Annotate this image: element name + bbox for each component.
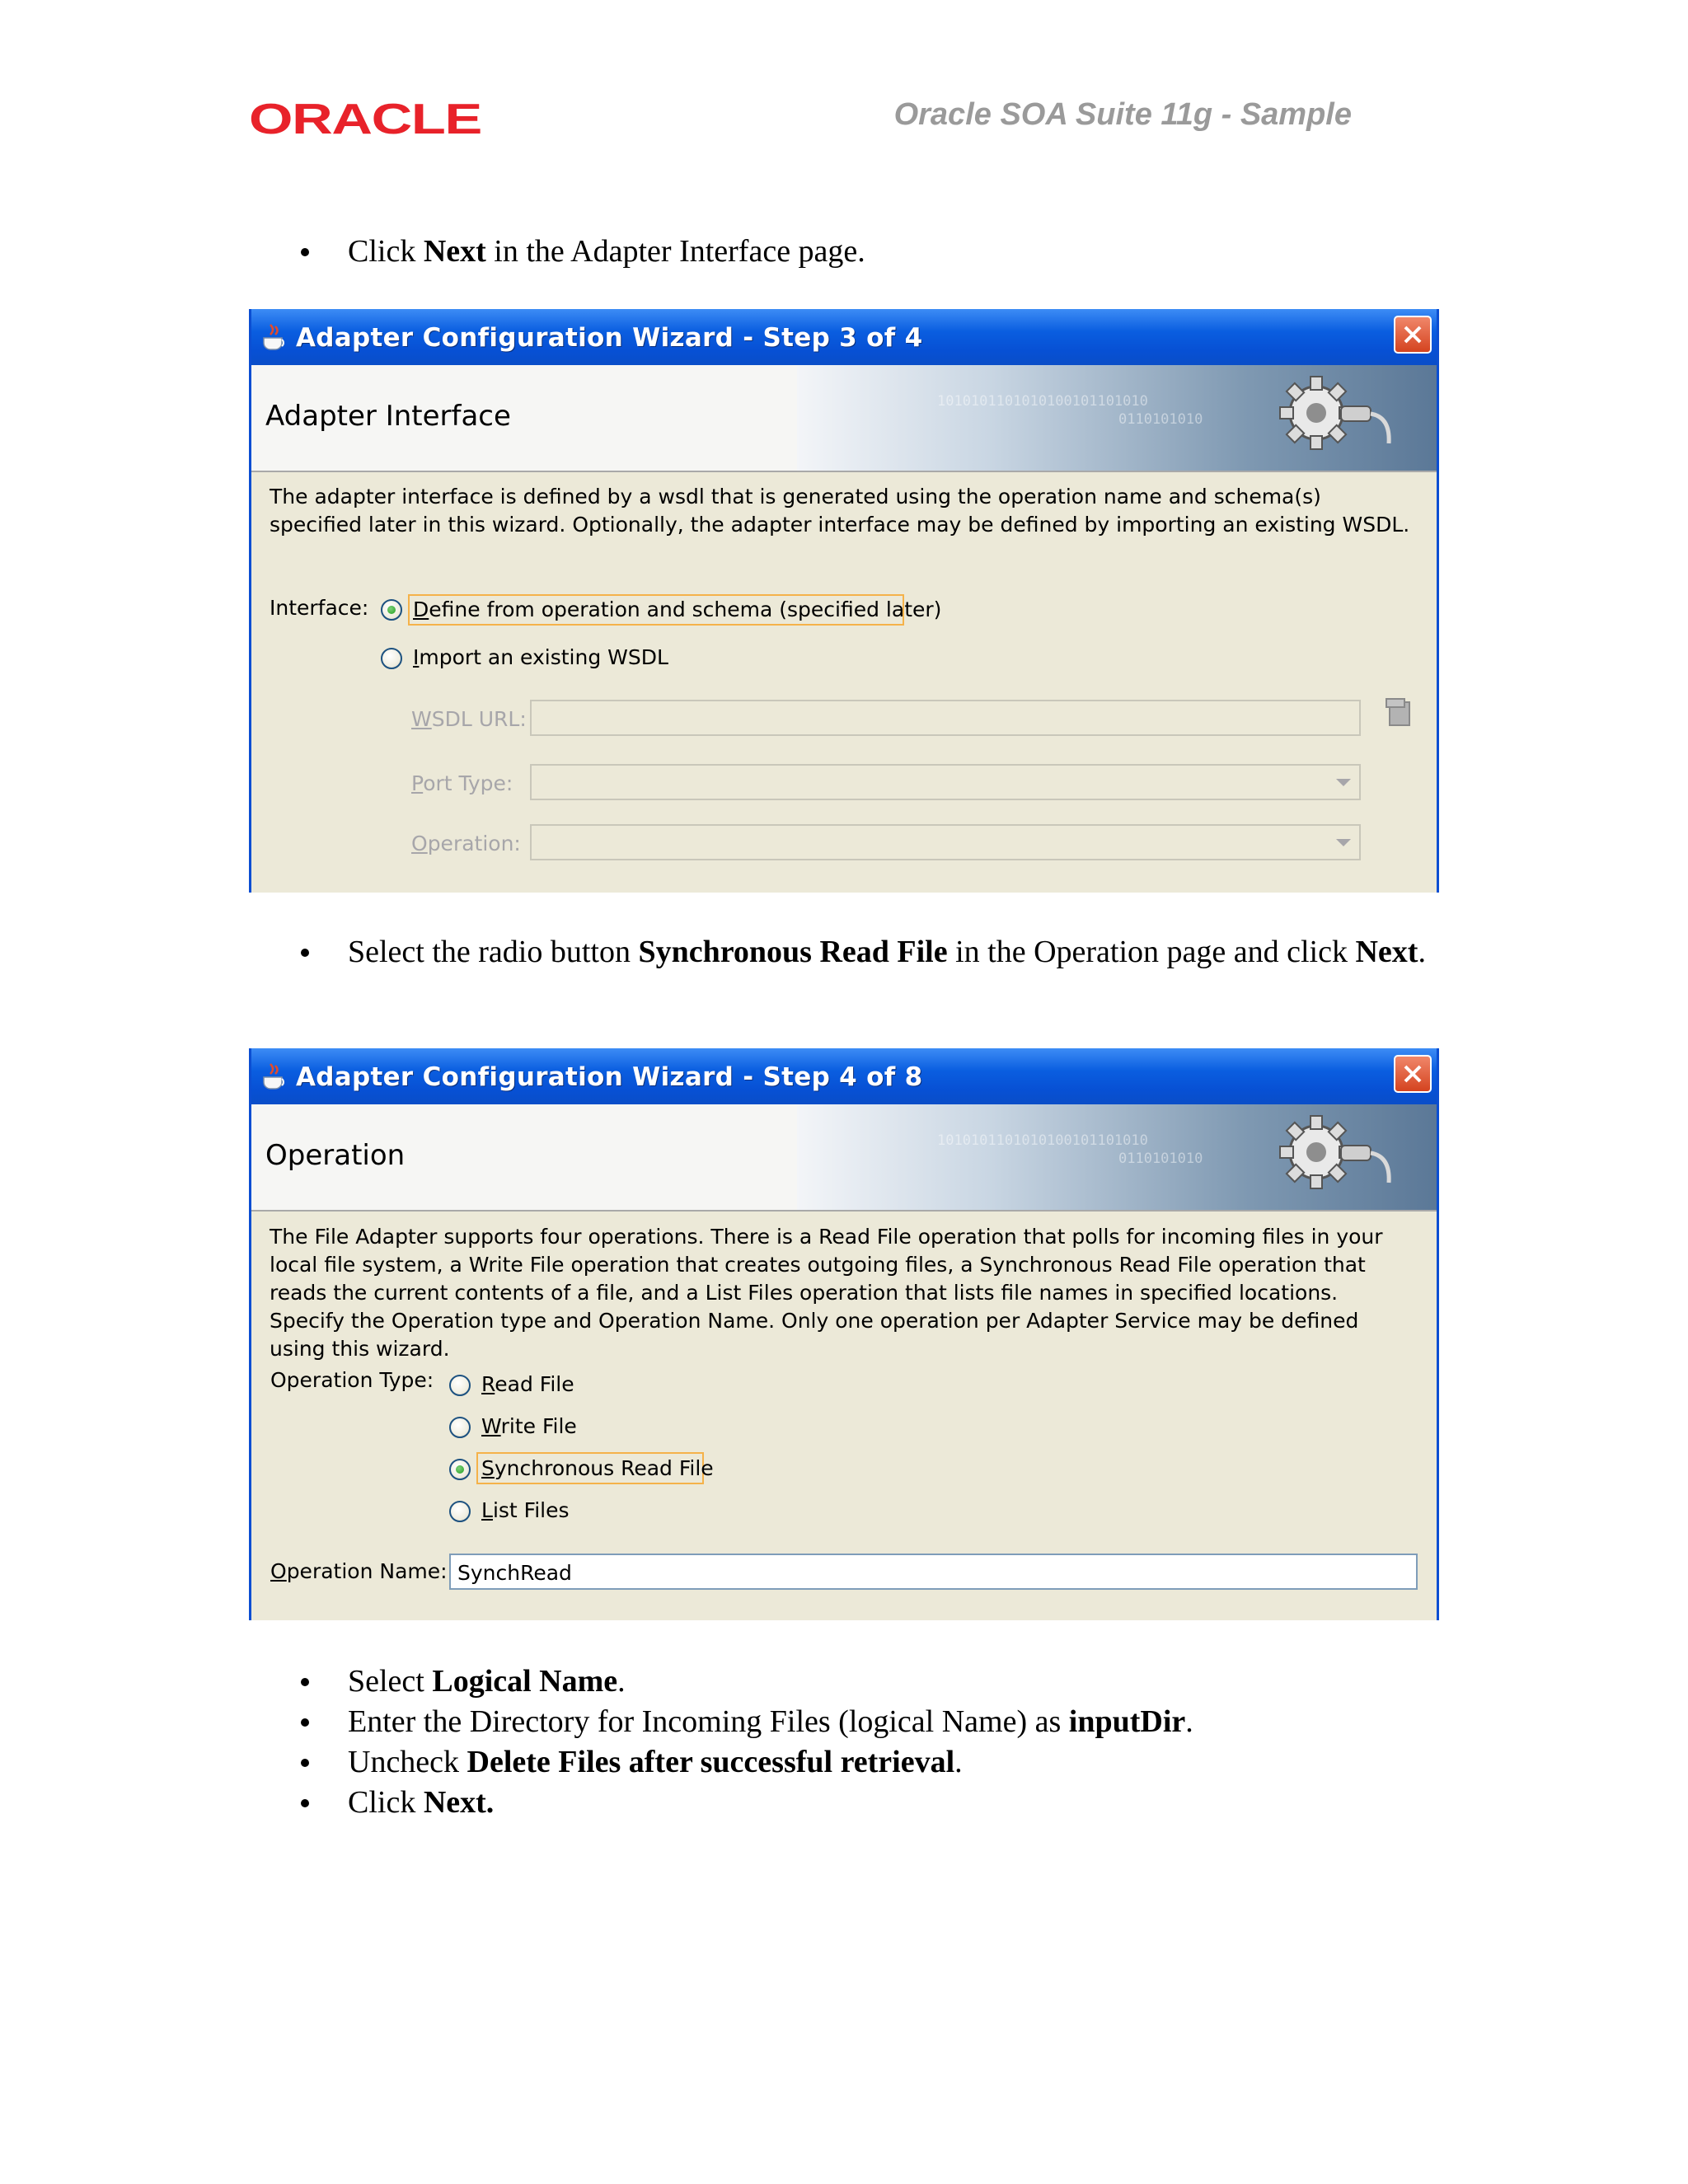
instruction-list-3 [249,1661,1439,1823]
chevron-down-icon [1336,779,1351,786]
instruction-text: Click [348,1785,424,1820]
port-type-label: Port Type: [411,771,513,795]
instruction-text: . [1185,1704,1193,1739]
option-import-label[interactable]: Import an existing WSDL [413,645,668,669]
wizard-dialog-step-4 [249,1048,1439,1620]
browse-wsdl-icon[interactable] [1385,697,1413,729]
radio-write-file[interactable] [449,1417,471,1438]
instruction-text: in the Adapter Interface page. [485,234,865,269]
instruction-emphasis: Synchronous Read File [638,935,948,969]
instruction-emphasis: Next. [423,1785,495,1820]
radio-define-from-operation[interactable] [381,599,402,621]
instruction-text: . [617,1664,626,1699]
operation-name-label: Operation Name: [270,1559,448,1583]
instruction-text: Uncheck [348,1745,467,1779]
banner-graphic: 1010101101010100101101010 0110101010 [797,365,1437,471]
option-write-file-label[interactable]: Write File [481,1414,577,1438]
java-cup-icon [259,1061,290,1090]
oracle-logo [249,97,488,140]
wizard-title: Adapter Configuration Wizard - Step 4 of 8 [296,1062,923,1092]
wizard-dialog-step-3 [249,309,1439,893]
option-list-files-label[interactable]: List Files [481,1498,570,1522]
operation-select[interactable] [530,824,1361,860]
banner-title: Operation [265,1139,406,1172]
instruction-bullet [249,232,1439,272]
interface-label: Interface: [270,596,369,620]
wizard-banner [251,1104,1437,1212]
instruction-bullet [249,1783,1439,1823]
document-header-title: Oracle SOA Suite 11g - Sample [893,97,1352,132]
instruction-emphasis: Logical Name [432,1664,618,1699]
instruction-list-1 [249,232,1439,272]
instruction-emphasis: Delete Files after successful retrieval [467,1745,955,1779]
oracle-logo-text: ORACLE [249,97,481,140]
option-read-file-label[interactable]: Read File [481,1372,574,1396]
port-type-select[interactable] [530,764,1361,800]
option-synchronous-read-file-label[interactable]: Synchronous Read File [481,1456,714,1480]
instruction-list-2 [249,932,1439,972]
instruction-emphasis: Next [423,234,486,269]
instruction-text: Click [348,234,424,269]
instruction-bullet [249,1702,1439,1742]
instruction-bullet [249,1661,1439,1702]
close-button[interactable] [1394,1055,1432,1093]
instruction-text: Select [348,1664,433,1699]
adapter-gear-icon [1270,1111,1399,1202]
option-define-label[interactable]: Define from operation and schema (specified later) [413,598,942,621]
operation-label: Operation: [411,832,521,855]
wsdl-url-label: WSDL URL: [411,707,527,731]
radio-list-files[interactable] [449,1501,471,1522]
close-button[interactable] [1394,316,1432,354]
instruction-bullet [249,1742,1439,1783]
close-icon [1403,325,1423,344]
wizard-titlebar[interactable] [251,1048,1437,1104]
instruction-text: Enter the Directory for Incoming Files (logical Name) as [348,1704,1069,1739]
wizard-content [251,1212,1437,1620]
operation-name-value: SynchRead [457,1561,572,1585]
java-cup-icon [259,321,290,351]
wizard-description: The File Adapter supports four operations. There is a Read File operation that polls for incoming files in your local file system, a Write File operation that creates outgoing files, a Synchronous Read File operation that reads the current contents of a file, and a List Files operation that lists file names in specified locations. Specify the Operation type and Operation Name. Only one operation per Adapter Service may be defined using this wizard. [270,1225,1383,1361]
wizard-titlebar[interactable] [251,309,1437,365]
radio-synchronous-read-file[interactable] [449,1459,471,1480]
instruction-bullet [249,932,1439,972]
operation-name-input[interactable] [449,1554,1418,1590]
banner-graphic: 1010101101010100101101010 0110101010 [797,1104,1437,1210]
banner-title: Adapter Interface [265,400,511,433]
wizard-title: Adapter Configuration Wizard - Step 3 of 4 [296,323,923,353]
instruction-text: Select the radio button [348,935,639,969]
close-icon [1403,1064,1423,1084]
radio-read-file[interactable] [449,1375,471,1396]
instruction-text: . [954,1745,963,1779]
instruction-emphasis: Next [1355,935,1418,969]
wizard-description: The adapter interface is defined by a wsdl that is generated using the operation name and schema(s) specified later in this wizard. Optionally, the adapter interface may be defined by importing an existing WSDL. [270,485,1410,537]
instruction-text: in the Operation page and click [947,935,1356,969]
instruction-text: . [1418,935,1426,969]
operation-type-label: Operation Type: [270,1368,434,1392]
wsdl-url-input[interactable] [530,700,1361,736]
radio-import-wsdl[interactable] [381,648,402,669]
wizard-banner [251,365,1437,472]
adapter-gear-icon [1270,372,1399,462]
chevron-down-icon [1336,839,1351,846]
wizard-content [251,472,1437,893]
instruction-emphasis: inputDir [1068,1704,1186,1739]
